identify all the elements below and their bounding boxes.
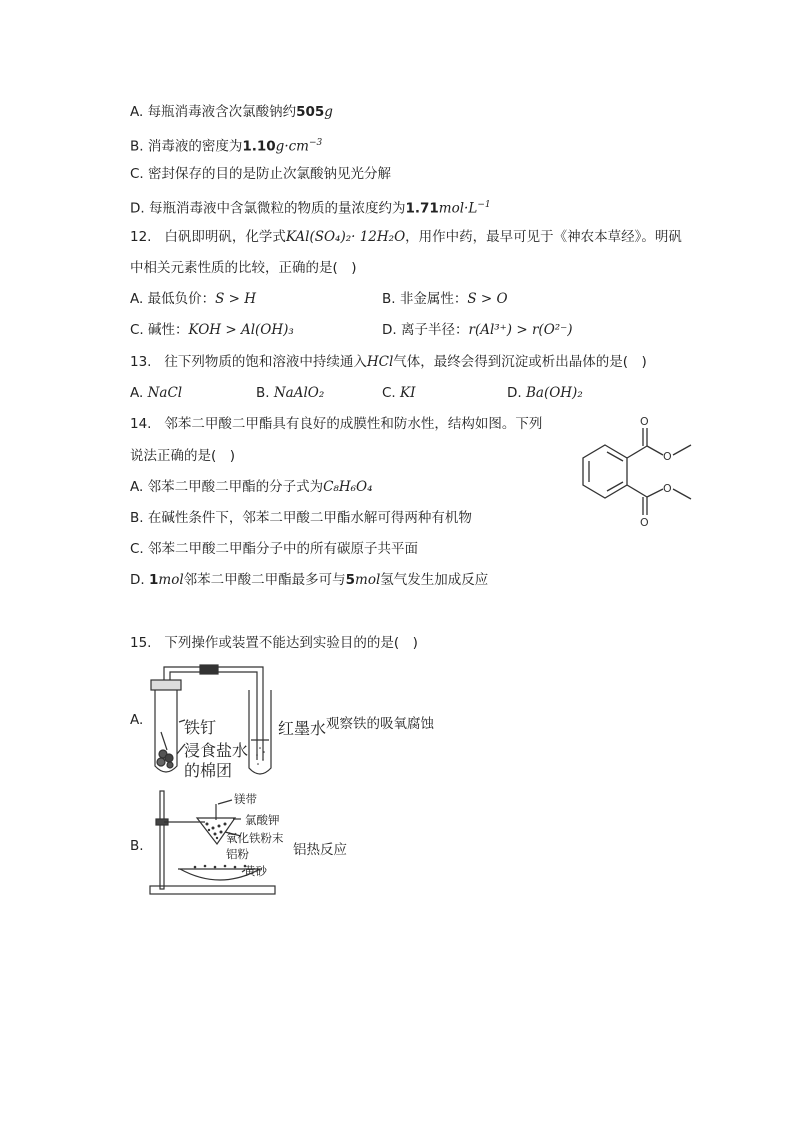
option-math: KOH > Al(OH)₃ (188, 322, 294, 338)
q12-stem-line1 (130, 228, 682, 246)
question-number: 14. (130, 416, 152, 432)
unit: mol·L (438, 200, 478, 217)
q14-stem-line1 (130, 415, 542, 433)
option-text: 离子半径： (400, 322, 469, 338)
q12-option-b (382, 290, 508, 308)
q12-option-a (130, 290, 256, 308)
label-yellow-sand: 黄砂 (244, 864, 267, 878)
option-label: C. (382, 385, 396, 401)
option-label: D. (507, 385, 522, 401)
q11-option-c (130, 165, 391, 183)
exponent: −3 (308, 138, 323, 148)
stem-text: 下列操作或装置不能达到实验目的的是( ) (164, 635, 418, 651)
option-math: C₈H₆O₄ (323, 479, 373, 495)
option-math: NaCl (147, 385, 183, 401)
label-salt-water: 浸食盐水 (184, 741, 249, 760)
q11-option-d (130, 196, 491, 218)
q11-option-a (130, 103, 333, 121)
dimethyl-phthalate-structure (575, 410, 705, 535)
option-text: 碱性： (148, 322, 189, 338)
option-math: KI (400, 385, 416, 401)
exponent: −1 (477, 200, 491, 210)
option-math: S > H (215, 291, 257, 307)
q15-option-a-label: A. (130, 712, 144, 728)
question-number: 12. (130, 229, 152, 245)
oxygen-label: O (640, 516, 649, 529)
q14-option-b (130, 509, 472, 527)
label-iron-nail: 铁钉 (184, 718, 217, 737)
unit: mol (355, 572, 381, 588)
option-math: NaAlO₂ (273, 385, 325, 401)
q15-option-b-caption: 铝热反应 (293, 842, 347, 858)
label-iron-oxide: 氧化铁粉末 (226, 831, 284, 845)
option-math: S > O (467, 291, 508, 307)
iron-nail (161, 732, 167, 750)
q13-option-c (382, 384, 415, 402)
oxygen-label: O (640, 415, 649, 428)
value: 1 (148, 572, 159, 588)
option-text: 氢气发生加成反应 (380, 572, 489, 588)
label-aluminum-powder: 铝粉 (226, 847, 249, 861)
option-label: A. (130, 291, 144, 307)
stem-text: 说法正确的是( ) (130, 448, 236, 464)
question-number: 13. (130, 354, 152, 370)
q13-stem (130, 353, 647, 371)
value: 1.10 (242, 138, 276, 155)
value: 5 (345, 572, 356, 588)
q14-option-d (130, 571, 488, 589)
q12-option-d (382, 321, 573, 339)
q13-option-a (130, 384, 182, 402)
oxygen-label: O (663, 482, 672, 495)
stem-text: 白矾即明矾，化学式 (164, 229, 286, 245)
option-label: B. (256, 385, 270, 401)
q11-option-b (130, 134, 322, 156)
rubber-connector (200, 665, 218, 674)
stand-rod (160, 791, 164, 889)
q13-option-d (507, 384, 583, 402)
pointer-line (218, 800, 232, 804)
option-text: 每瓶消毒液含次氯酸钠约 (147, 104, 297, 120)
q12-stem-line2 (130, 259, 357, 277)
option-text: 非金属性： (399, 291, 468, 307)
option-label: D. (130, 200, 145, 217)
value: 1.71 (405, 200, 439, 217)
unit: g·cm (275, 138, 309, 155)
option-label: A. (130, 479, 144, 495)
q14-option-a (130, 478, 373, 496)
bond (647, 489, 663, 497)
bond (673, 445, 691, 455)
test-tube-right (249, 690, 271, 774)
option-text: 消毒液的密度为 (147, 138, 243, 155)
q14-option-c (130, 540, 418, 558)
option-label: B. (130, 138, 144, 155)
option-label: C. (130, 166, 144, 182)
bond (647, 446, 663, 455)
option-text: 邻苯二甲酸二甲酯分子中的所有碳原子共平面 (148, 541, 419, 557)
stem-text: 往下列物质的饱和溶液中持续通入 (164, 354, 367, 370)
option-label: B. (382, 291, 396, 307)
option-text: 密封保存的目的是防止次氯酸钠见光分解 (148, 166, 392, 182)
question-number: 15. (130, 635, 152, 651)
option-text: 每瓶消毒液中含氯微粒的物质的量浓度约为 (148, 200, 406, 217)
option-label: A. (130, 385, 144, 401)
stem-text: 气体，最终会得到沉淀或析出晶体的是( ) (393, 354, 647, 370)
option-label: A. (130, 104, 144, 120)
option-label: C. (130, 541, 144, 557)
stand-base (150, 886, 275, 894)
bond (627, 485, 647, 497)
unit: g (324, 104, 333, 120)
option-text: 最低负价： (147, 291, 216, 307)
stem-text: 邻苯二甲酸二甲酯具有良好的成膜性和防水性，结构如图。下列 (164, 416, 543, 432)
label-red-ink: 红墨水 (278, 719, 327, 738)
q13-option-b (256, 384, 324, 402)
stem-text: 中相关元素性质的比较，正确的是( ) (130, 260, 357, 276)
option-math: Ba(OH)₂ (525, 385, 583, 401)
q12-option-c (130, 321, 294, 339)
option-math: r(Al³⁺) > r(O²⁻) (468, 322, 573, 338)
q15-option-b-label: B. (130, 838, 144, 854)
value: 505 (296, 104, 325, 120)
bond (627, 446, 647, 458)
option-label: C. (130, 322, 144, 338)
label-magnesium-ribbon: 镁带 (234, 792, 257, 806)
formula: HCl (366, 354, 394, 370)
ring-double-bond (607, 482, 623, 491)
q15-stem (130, 634, 418, 652)
option-text: 邻苯二甲酸二甲酯的分子式为 (147, 479, 324, 495)
oxygen-label: O (663, 450, 672, 463)
option-text: 在碱性条件下，邻苯二甲酸二甲酯水解可得两种有机物 (147, 510, 472, 526)
bond (673, 489, 691, 499)
label-cotton: 的棉团 (184, 761, 233, 780)
option-label: D. (130, 572, 145, 588)
q14-stem-line2 (130, 447, 235, 465)
ring-double-bond (607, 452, 623, 461)
unit: mol (158, 572, 184, 588)
option-label: B. (130, 510, 144, 526)
option-label: D. (382, 322, 397, 338)
stem-text: ，用作中药，最早可见于《神农本草经》。明矾 (405, 229, 682, 245)
option-text: 邻苯二甲酸二甲酯最多可与 (183, 572, 346, 588)
rubber-stopper (151, 680, 181, 690)
q15-option-a-caption: 观察铁的吸氧腐蚀 (326, 716, 434, 732)
formula: KAl(SO₄)₂· 12H₂O (285, 229, 406, 245)
label-potassium-chlorate: 氯酸钾 (245, 813, 280, 827)
